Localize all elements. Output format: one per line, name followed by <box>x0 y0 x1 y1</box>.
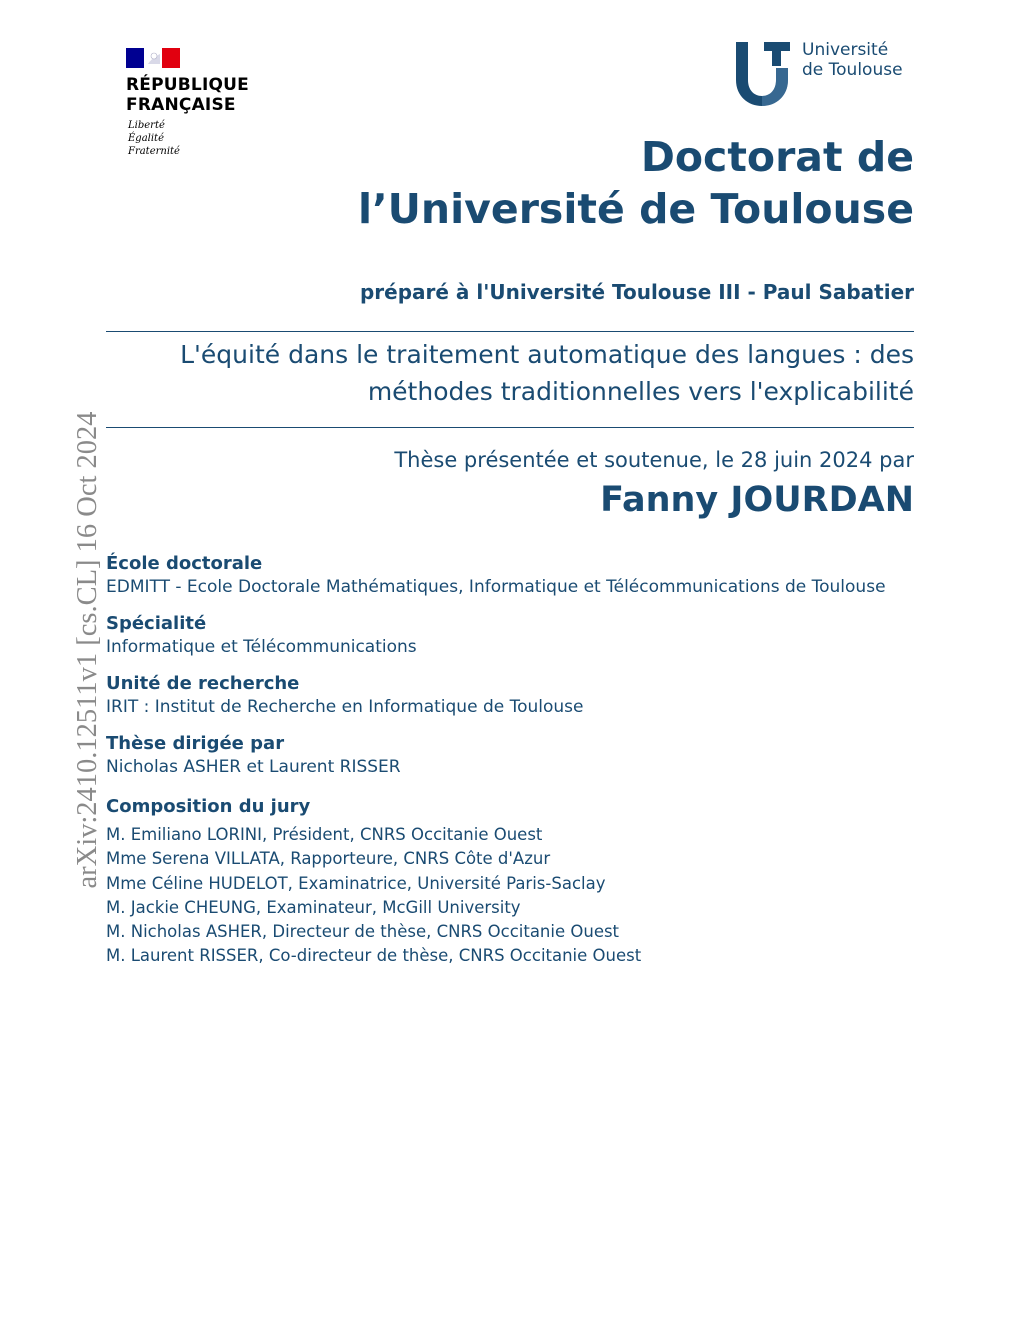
universite-name-line: de Toulouse <box>802 60 903 80</box>
thesis-title-line: L'équité dans le traitement automatique des langues : des <box>180 340 914 369</box>
thesis-title-line: méthodes traditionnelles vers l'explicabilité <box>367 377 914 406</box>
jury-member: M. Nicholas ASHER, Directeur de thèse, CNRS Occitanie Ouest <box>106 922 620 942</box>
divider-bottom <box>106 427 914 428</box>
jury-section <box>106 796 641 969</box>
detail-research-unit <box>106 673 583 717</box>
republique-name-line: FRANÇAISE <box>126 95 236 115</box>
detail-doctoral-school <box>106 553 886 597</box>
republique-francaise-logo <box>126 48 286 168</box>
detail-label: École doctorale <box>106 553 263 574</box>
doctorat-title <box>358 131 914 235</box>
detail-value: IRIT : Institut de Recherche en Informatique de Toulouse <box>106 697 584 717</box>
jury-member: M. Jackie CHEUNG, Examinateur, McGill University <box>106 897 521 917</box>
universite-name <box>802 40 903 80</box>
motto-line: Liberté <box>128 120 165 131</box>
arxiv-stamp: arXiv:2410.12511v1 [cs.CL] 16 Oct 2024 <box>72 411 103 889</box>
republique-motto <box>128 119 180 158</box>
republique-name-line: RÉPUBLIQUE <box>126 75 249 95</box>
doctorat-title-line: Doctorat de <box>640 133 914 181</box>
detail-value: Nicholas ASHER et Laurent RISSER <box>106 757 401 777</box>
motto-line: Égalité <box>128 133 164 144</box>
jury-label: Composition du jury <box>106 796 311 817</box>
universite-u-mark-icon <box>734 40 790 106</box>
jury-member: Mme Céline HUDELOT, Examinatrice, Université Paris-Saclay <box>106 873 606 893</box>
motto-line: Fraternité <box>128 146 180 157</box>
jury-list <box>106 823 641 969</box>
detail-label: Spécialité <box>106 613 207 634</box>
detail-label: Unité de recherche <box>106 673 300 694</box>
detail-specialty <box>106 613 417 657</box>
universite-toulouse-logo <box>734 40 934 106</box>
divider-top <box>106 331 914 332</box>
doctorat-title-line: l’Université de Toulouse <box>358 185 914 233</box>
detail-supervisors <box>106 733 401 777</box>
republique-name <box>126 75 249 115</box>
detail-value: EDMITT - Ecole Doctorale Mathématiques, Informatique et Télécommunications de Toulouse <box>106 577 886 597</box>
prepared-at: préparé à l'Université Toulouse III - Paul Sabatier <box>359 280 914 304</box>
jury-member: M. Emiliano LORINI, Président, CNRS Occitanie Ouest <box>106 825 543 844</box>
jury-member: M. Laurent RISSER, Co-directeur de thèse, CNRS Occitanie Ouest <box>106 946 642 966</box>
universite-name-line: Université <box>802 40 889 60</box>
jury-member: Mme Serena VILLATA, Rapporteure, CNRS Côte d'Azur <box>106 849 551 869</box>
detail-value: Informatique et Télécommunications <box>106 637 417 657</box>
author-name: Fanny JOURDAN <box>600 480 914 520</box>
presentation-line: Thèse présentée et soutenue, le 28 juin 2024 par <box>394 448 914 472</box>
french-flag-icon <box>126 48 180 68</box>
detail-label: Thèse dirigée par <box>106 733 285 754</box>
thesis-title <box>124 336 914 410</box>
